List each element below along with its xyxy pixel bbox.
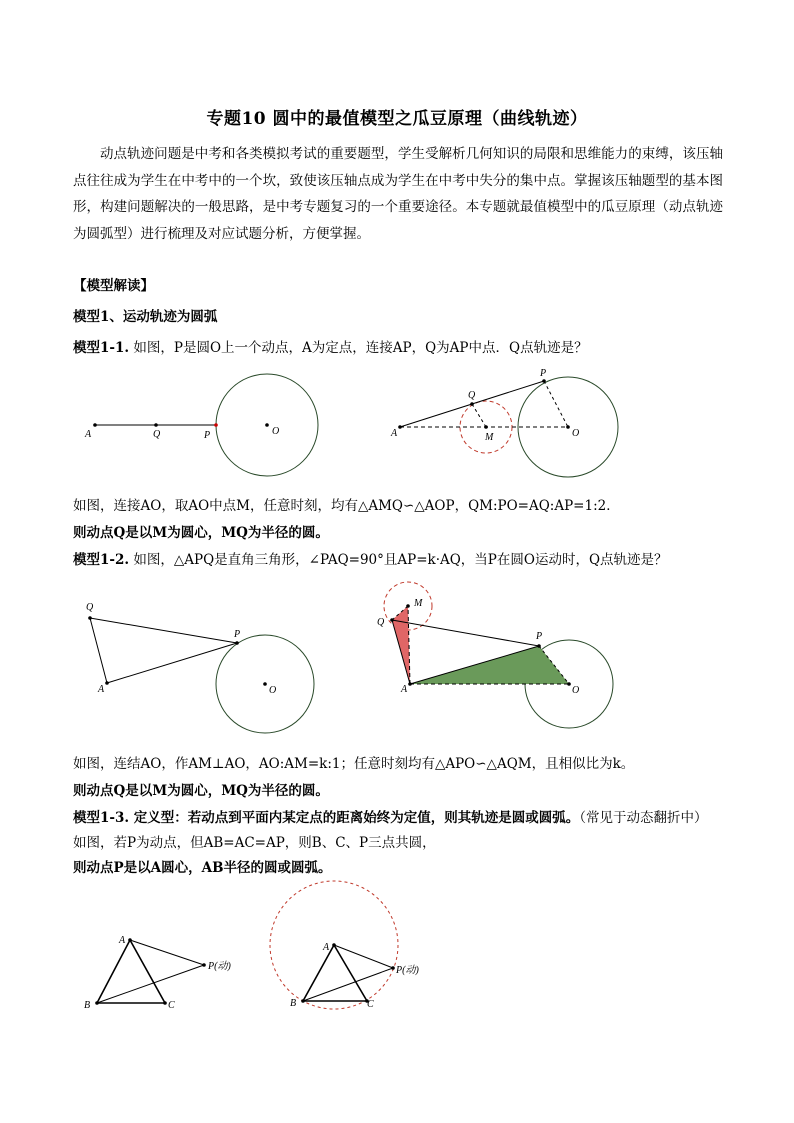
m13-question-note: （常见于动态翻折中） — [579, 810, 708, 826]
point-b — [301, 999, 305, 1003]
point-c — [163, 1001, 167, 1005]
label-p: P — [536, 631, 543, 642]
label-o: O — [572, 428, 580, 439]
segment-qp — [90, 618, 237, 643]
m11-label: 模型1-1. — [73, 340, 130, 356]
label-m: M — [485, 432, 494, 443]
point-o — [566, 425, 570, 429]
point-p — [214, 423, 218, 427]
m12-question-text: 如图，△APQ是直角三角形，∠PAQ=90°且AP=k·AQ，当P在圆O运动时，Q点轨迹是？ — [129, 552, 668, 568]
point-a — [398, 425, 402, 429]
point-p — [537, 644, 541, 648]
point-q — [390, 618, 394, 622]
segment-po-dashed — [544, 381, 568, 427]
label-a: A — [323, 942, 330, 953]
m13-label: 模型1-3. — [73, 810, 130, 826]
m12-label: 模型1-2. — [73, 552, 130, 568]
label-a: A — [401, 684, 408, 695]
label-c: C — [367, 999, 374, 1010]
figure-1-3-left — [80, 928, 280, 1018]
segment-qm-dashed — [472, 404, 486, 427]
figure-1-3-right — [260, 880, 460, 1020]
point-o — [263, 682, 267, 686]
segment-bp — [303, 968, 393, 1001]
m11-question — [73, 336, 588, 356]
point-a — [105, 681, 109, 685]
label-p-dyn: P(动) — [396, 965, 419, 976]
triangle-apo — [410, 646, 569, 684]
label-b: B — [84, 1000, 91, 1011]
m12-conclusion: 则动点Q是以M为圆心，MQ为半径的圆。 — [73, 783, 329, 799]
m11-question-text: 如图，P是圆O上一个动点，A为定点，连接AP，Q为AP中点．Q点轨迹是？ — [129, 340, 588, 356]
segment-ab — [303, 945, 334, 1001]
label-p-dyn: P(动) — [208, 961, 231, 972]
label-b: B — [290, 998, 297, 1009]
m12-explain: 如图，连结AO，作AM⊥AO，AO:AM=k:1；任意时刻均有△APO∽△AQM，且相似比为k。 — [73, 756, 635, 772]
label-a: A — [391, 428, 398, 439]
figure-1-2-right — [370, 580, 620, 740]
point-a — [128, 938, 132, 942]
segment-qa — [90, 618, 107, 683]
segment-qp — [392, 620, 539, 646]
segment-ac — [130, 940, 165, 1003]
label-q: Q — [468, 390, 476, 401]
point-p — [542, 379, 546, 383]
point-o — [567, 682, 571, 686]
label-o: O — [572, 685, 580, 696]
label-a: A — [85, 429, 92, 440]
label-p: P — [204, 430, 211, 441]
m13-question-text: 定义型：若动点到平面内某定点的距离始终为定值，则其轨迹是圆或圆弧。 — [129, 810, 580, 826]
model1-heading: 模型1、运动轨迹为圆弧 — [73, 309, 218, 325]
label-p: P — [540, 368, 547, 379]
point-p — [391, 966, 395, 970]
point-m — [484, 425, 488, 429]
m11-conclusion: 则动点Q是以M为圆心，MQ为半径的圆。 — [73, 525, 329, 541]
point-b — [95, 1001, 99, 1005]
figure-1-2-left — [80, 595, 320, 735]
page-title: 专题10 圆中的最值模型之瓜豆原理（曲线轨迹） — [206, 109, 588, 129]
figure-1-1-left — [80, 370, 340, 485]
label-p: P — [234, 629, 241, 640]
point-m — [406, 604, 410, 608]
point-q — [88, 616, 92, 620]
m13-question — [73, 806, 708, 826]
label-o: O — [269, 685, 277, 696]
segment-ap — [334, 945, 393, 968]
m13-explain: 如图，若P为动点，但AB=AC=AP，则B、C、P三点共圆， — [73, 835, 436, 851]
label-q: Q — [377, 617, 385, 628]
m11-explain: 如图，连接AO，取AO中点M，任意时刻，均有△AMQ∽△AOP，QM:PO=AQ:AP=1:2． — [73, 498, 620, 514]
m13-conclusion: 则动点P是以A圆心，AB半径的圆或圆弧。 — [73, 860, 332, 876]
point-q — [470, 402, 474, 406]
triangle-aqm — [392, 606, 410, 684]
point-p — [202, 963, 206, 967]
point-a — [408, 682, 412, 686]
label-o: O — [272, 426, 280, 437]
point-a — [332, 943, 336, 947]
point-a — [93, 423, 97, 427]
intro-paragraph: 动点轨迹问题是中考和各类模拟考试的重要题型，学生受解析几何知识的局限和思维能力的束缚，该压轴点往往成为学生在中考中的一个坎，致使该压轴点成为学生在中考中失分的集中点。掌握该压轴题型的基本图形，构建问题解决的一般思路，是中考专题复习的一个重要途径。本专题就最值模型中的瓜豆原理（动点轨迹为圆弧型）进行梳理及对应试题分析，方便掌握。 — [73, 146, 723, 242]
point-o — [265, 423, 269, 427]
label-m: M — [414, 598, 423, 609]
label-q: Q — [86, 602, 94, 613]
figure-1-1-right — [390, 370, 630, 485]
label-q: Q — [153, 429, 161, 440]
point-p — [235, 641, 239, 645]
label-a: A — [119, 935, 126, 946]
segment-ap — [107, 643, 237, 683]
label-a: A — [98, 684, 105, 695]
segment-ac — [334, 945, 367, 1001]
m12-question — [73, 548, 668, 568]
point-q — [154, 423, 158, 427]
section-heading: 【模型解读】 — [73, 278, 154, 294]
label-c: C — [168, 1000, 175, 1011]
